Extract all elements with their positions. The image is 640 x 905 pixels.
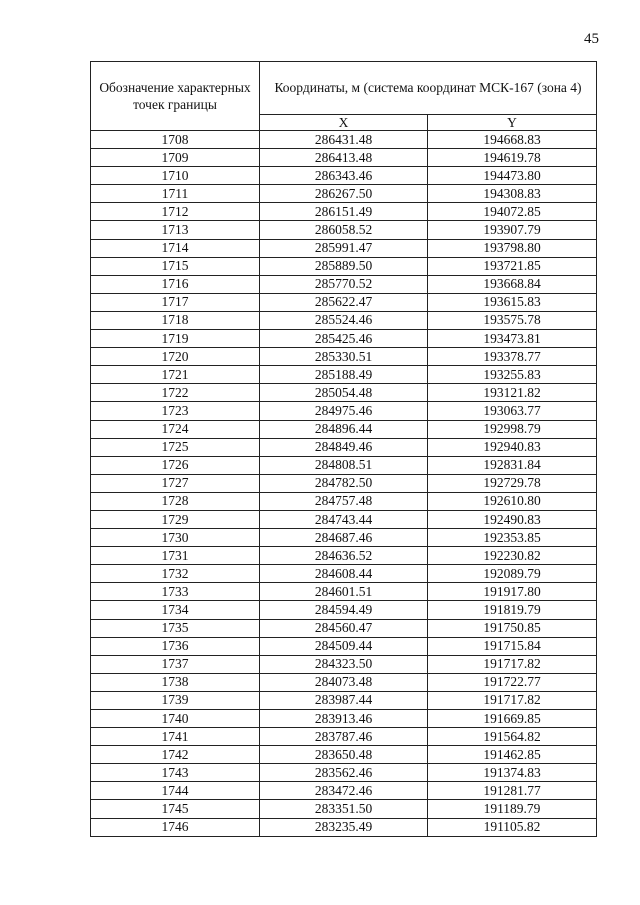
point-id-cell: 1722	[91, 384, 260, 402]
y-coordinate-cell: 194619.78	[428, 149, 597, 167]
table-row	[91, 402, 597, 420]
point-id-cell: 1721	[91, 366, 260, 384]
table-row	[91, 691, 597, 709]
y-coordinate-cell: 194072.85	[428, 203, 597, 221]
point-id-cell: 1717	[91, 293, 260, 311]
y-coordinate-cell: 191750.85	[428, 619, 597, 637]
x-coordinate-cell: 284743.44	[260, 510, 428, 528]
x-coordinate-cell: 283913.46	[260, 710, 428, 728]
point-id-cell: 1726	[91, 456, 260, 474]
y-coordinate-cell: 193798.80	[428, 239, 597, 257]
table-row	[91, 275, 597, 293]
table-row	[91, 673, 597, 691]
x-coordinate-cell: 284560.47	[260, 619, 428, 637]
y-coordinate-cell: 193121.82	[428, 384, 597, 402]
point-id-cell: 1746	[91, 818, 260, 836]
table-row	[91, 529, 597, 547]
y-coordinate-cell: 193668.84	[428, 275, 597, 293]
x-coordinate-cell: 283562.46	[260, 764, 428, 782]
table-row	[91, 637, 597, 655]
point-id-cell: 1716	[91, 275, 260, 293]
x-coordinate-cell: 283235.49	[260, 818, 428, 836]
y-coordinate-cell: 191722.77	[428, 673, 597, 691]
y-coordinate-cell: 191715.84	[428, 637, 597, 655]
y-coordinate-cell: 193473.81	[428, 330, 597, 348]
table-row	[91, 746, 597, 764]
y-column-header: Y	[428, 115, 597, 131]
page-number: 45	[584, 31, 599, 47]
table-row	[91, 311, 597, 329]
x-coordinate-cell: 284757.48	[260, 492, 428, 510]
table-row	[91, 764, 597, 782]
point-id-cell: 1732	[91, 565, 260, 583]
x-coordinate-cell: 284073.48	[260, 673, 428, 691]
x-coordinate-cell: 284636.52	[260, 547, 428, 565]
x-coordinate-cell: 285991.47	[260, 239, 428, 257]
point-id-cell: 1725	[91, 438, 260, 456]
table-row	[91, 185, 597, 203]
point-id-cell: 1708	[91, 131, 260, 149]
x-coordinate-cell: 284608.44	[260, 565, 428, 583]
x-coordinate-cell: 284594.49	[260, 601, 428, 619]
point-id-cell: 1727	[91, 474, 260, 492]
x-coordinate-cell: 283987.44	[260, 691, 428, 709]
point-id-cell: 1718	[91, 311, 260, 329]
table-row	[91, 583, 597, 601]
coordinates-table	[90, 61, 597, 837]
y-coordinate-cell: 192490.83	[428, 510, 597, 528]
y-coordinate-cell: 191105.82	[428, 818, 597, 836]
point-id-cell: 1730	[91, 529, 260, 547]
table-row	[91, 257, 597, 275]
x-coordinate-cell: 283787.46	[260, 728, 428, 746]
x-coordinate-cell: 283472.46	[260, 782, 428, 800]
point-id-cell: 1734	[91, 601, 260, 619]
table-row	[91, 818, 597, 836]
x-coordinate-cell: 285188.49	[260, 366, 428, 384]
y-coordinate-cell: 194668.83	[428, 131, 597, 149]
y-coordinate-cell: 191462.85	[428, 746, 597, 764]
point-designation-header: Обозначение характерных точек границы	[91, 62, 260, 131]
x-coordinate-cell: 285330.51	[260, 348, 428, 366]
y-coordinate-cell: 193615.83	[428, 293, 597, 311]
point-id-cell: 1724	[91, 420, 260, 438]
x-coordinate-cell: 284849.46	[260, 438, 428, 456]
table-row	[91, 456, 597, 474]
table-header	[91, 62, 597, 131]
table-row	[91, 782, 597, 800]
y-coordinate-cell: 191374.83	[428, 764, 597, 782]
point-id-cell: 1739	[91, 691, 260, 709]
point-id-cell: 1720	[91, 348, 260, 366]
y-coordinate-cell: 191669.85	[428, 710, 597, 728]
point-id-cell: 1740	[91, 710, 260, 728]
table-row	[91, 619, 597, 637]
point-id-cell: 1745	[91, 800, 260, 818]
point-id-cell: 1713	[91, 221, 260, 239]
table-row	[91, 330, 597, 348]
x-coordinate-cell: 286413.48	[260, 149, 428, 167]
point-id-cell: 1711	[91, 185, 260, 203]
y-coordinate-cell: 194308.83	[428, 185, 597, 203]
y-coordinate-cell: 192940.83	[428, 438, 597, 456]
x-coordinate-cell: 285524.46	[260, 311, 428, 329]
table-row	[91, 438, 597, 456]
y-coordinate-cell: 192353.85	[428, 529, 597, 547]
x-coordinate-cell: 285622.47	[260, 293, 428, 311]
y-coordinate-cell: 191917.80	[428, 583, 597, 601]
table-row	[91, 149, 597, 167]
y-coordinate-cell: 192729.78	[428, 474, 597, 492]
point-id-cell: 1710	[91, 167, 260, 185]
y-coordinate-cell: 191819.79	[428, 601, 597, 619]
point-id-cell: 1715	[91, 257, 260, 275]
x-coordinate-cell: 284896.44	[260, 420, 428, 438]
table-row	[91, 167, 597, 185]
point-id-cell: 1742	[91, 746, 260, 764]
table-row	[91, 420, 597, 438]
y-coordinate-cell: 193721.85	[428, 257, 597, 275]
point-id-cell: 1737	[91, 655, 260, 673]
table-row	[91, 239, 597, 257]
table-row	[91, 131, 597, 149]
point-id-cell: 1733	[91, 583, 260, 601]
point-id-cell: 1735	[91, 619, 260, 637]
x-coordinate-cell: 284782.50	[260, 474, 428, 492]
y-coordinate-cell: 191717.82	[428, 655, 597, 673]
x-coordinate-cell: 286151.49	[260, 203, 428, 221]
point-id-cell: 1728	[91, 492, 260, 510]
table-row	[91, 203, 597, 221]
coordinates-header: Координаты, м (система координат МСК-167 (зона 4)	[260, 62, 597, 115]
x-coordinate-cell: 284687.46	[260, 529, 428, 547]
x-coordinate-cell: 283351.50	[260, 800, 428, 818]
x-coordinate-cell: 285054.48	[260, 384, 428, 402]
point-id-cell: 1729	[91, 510, 260, 528]
table-row	[91, 510, 597, 528]
y-coordinate-cell: 192610.80	[428, 492, 597, 510]
y-coordinate-cell: 191189.79	[428, 800, 597, 818]
y-coordinate-cell: 193255.83	[428, 366, 597, 384]
table-row	[91, 384, 597, 402]
x-coordinate-cell: 286267.50	[260, 185, 428, 203]
x-coordinate-cell: 286431.48	[260, 131, 428, 149]
y-coordinate-cell: 192089.79	[428, 565, 597, 583]
table-row	[91, 492, 597, 510]
y-coordinate-cell: 191281.77	[428, 782, 597, 800]
x-coordinate-cell: 283650.48	[260, 746, 428, 764]
y-coordinate-cell: 193063.77	[428, 402, 597, 420]
y-coordinate-cell: 191564.82	[428, 728, 597, 746]
table-row	[91, 547, 597, 565]
y-coordinate-cell: 192998.79	[428, 420, 597, 438]
x-coordinate-cell: 285889.50	[260, 257, 428, 275]
table-row	[91, 348, 597, 366]
table-row	[91, 710, 597, 728]
y-coordinate-cell: 191717.82	[428, 691, 597, 709]
table-row	[91, 655, 597, 673]
table-row	[91, 565, 597, 583]
table-body	[91, 131, 597, 837]
point-id-cell: 1744	[91, 782, 260, 800]
point-id-cell: 1741	[91, 728, 260, 746]
table-row	[91, 366, 597, 384]
header-row-main	[91, 62, 597, 115]
x-coordinate-cell: 286058.52	[260, 221, 428, 239]
y-coordinate-cell: 192230.82	[428, 547, 597, 565]
x-coordinate-cell: 284975.46	[260, 402, 428, 420]
table-row	[91, 293, 597, 311]
x-coordinate-cell: 284808.51	[260, 456, 428, 474]
x-coordinate-cell: 286343.46	[260, 167, 428, 185]
y-coordinate-cell: 194473.80	[428, 167, 597, 185]
point-id-cell: 1743	[91, 764, 260, 782]
y-coordinate-cell: 192831.84	[428, 456, 597, 474]
point-id-cell: 1731	[91, 547, 260, 565]
x-coordinate-cell: 285770.52	[260, 275, 428, 293]
point-id-cell: 1719	[91, 330, 260, 348]
y-coordinate-cell: 193378.77	[428, 348, 597, 366]
x-column-header: X	[260, 115, 428, 131]
point-id-cell: 1736	[91, 637, 260, 655]
x-coordinate-cell: 285425.46	[260, 330, 428, 348]
table-row	[91, 221, 597, 239]
table-row	[91, 601, 597, 619]
point-id-cell: 1709	[91, 149, 260, 167]
x-coordinate-cell: 284323.50	[260, 655, 428, 673]
table-row	[91, 800, 597, 818]
table-row	[91, 728, 597, 746]
y-coordinate-cell: 193907.79	[428, 221, 597, 239]
y-coordinate-cell: 193575.78	[428, 311, 597, 329]
point-id-cell: 1714	[91, 239, 260, 257]
point-id-cell: 1712	[91, 203, 260, 221]
table-row	[91, 474, 597, 492]
x-coordinate-cell: 284601.51	[260, 583, 428, 601]
x-coordinate-cell: 284509.44	[260, 637, 428, 655]
point-id-cell: 1723	[91, 402, 260, 420]
point-id-cell: 1738	[91, 673, 260, 691]
